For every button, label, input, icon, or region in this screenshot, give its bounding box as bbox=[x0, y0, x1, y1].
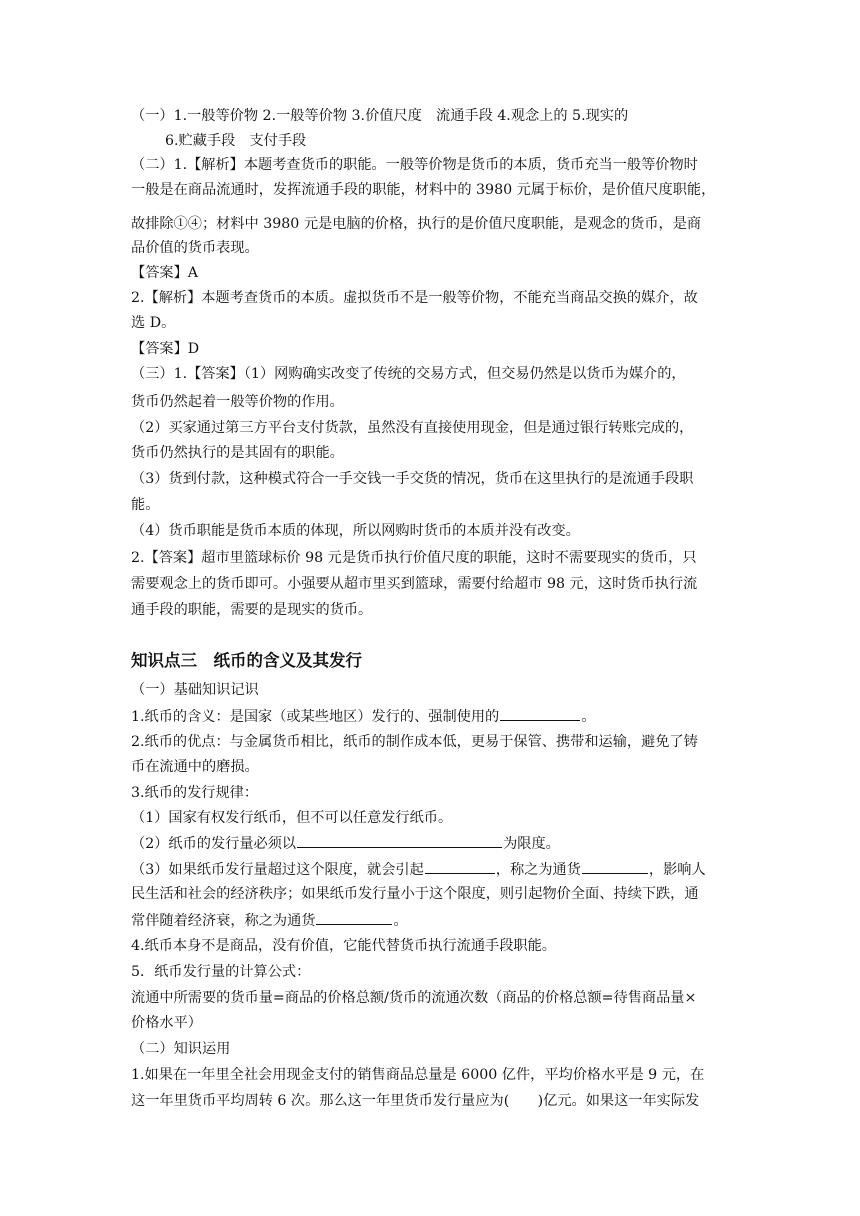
item3-heading: 3.纸币的发行规律： bbox=[131, 785, 259, 801]
subheading-application: （二）知识运用 bbox=[131, 1041, 231, 1057]
question1-line1: 1.如果在一年里全社会用现金支付的销售商品总量是 6000 亿件，平均价格水平是 9 元，在 bbox=[131, 1067, 705, 1083]
formula-line1: 流通中所需要的货币量=商品的价格总额/货币的流通次数（商品的价格总额=待售商品量× bbox=[131, 990, 697, 1006]
answer-part1-line2: 6.贮藏手段 支付手段 bbox=[165, 133, 307, 149]
item3-3-text-b: ，称之为通货 bbox=[495, 862, 581, 878]
answer-part1-line1: （一）1.一般等价物 2.一般等价物 3.价值尺度 流通手段 4.观念上的 5.现实的 bbox=[131, 108, 629, 124]
subheading-basics: （一）基础知识记识 bbox=[131, 682, 259, 698]
answer-part3-q2-line2: 需要观念上的货币即可。小强要从超市里买到篮球，需要付给超市 98 元，这时货币执行流 bbox=[131, 576, 698, 592]
section-heading: 知识点三 纸币的含义及其发行 bbox=[131, 651, 362, 670]
item3-3-text-d: 常伴随着经济衰，称之为通货 bbox=[131, 913, 316, 929]
answer-part3-q1-line6: 能。 bbox=[131, 497, 160, 513]
item3-1: （1）国家有权发行纸币，但不可以任意发行纸币。 bbox=[131, 810, 453, 826]
item2-line1: 2.纸币的优点：与金属货币相比，纸币的制作成本低，更易于保管、携带和运输，避免了铸 bbox=[131, 734, 698, 750]
item2-line2: 币在流通中的磨损。 bbox=[131, 759, 259, 775]
item3-3-line3 bbox=[131, 910, 408, 931]
item3-2 bbox=[131, 833, 560, 854]
question1-line2: 这一年里货币平均周转 6 次。那么这一年里货币发行量应为( )亿元。如果这一年实际发 bbox=[131, 1093, 700, 1109]
fill-blank[interactable] bbox=[316, 910, 392, 925]
answer-part2-q1-line3: 故排除①④；材料中 3980 元是电脑的价格，执行的是价值尺度职能，是观念的货币，是商 bbox=[131, 216, 702, 232]
item1-text: 1.纸币的含义：是国家（或某些地区）发行的、强制使用的 bbox=[131, 709, 500, 725]
answer-part3-q1-line5: （3）货到付款，这种模式符合一手交钱一手交货的情况，货币在这里执行的是流通手段职 bbox=[131, 471, 694, 487]
fill-blank[interactable] bbox=[500, 706, 580, 721]
item3-2-end: 为限度。 bbox=[503, 836, 560, 852]
item4: 4.纸币本身不是商品，没有价值，它能代替货币执行流通手段职能。 bbox=[131, 938, 556, 954]
item1-end: 。 bbox=[581, 709, 596, 725]
answer-part3-q1-line2: 货币仍然起着一般等价物的作用。 bbox=[131, 394, 344, 410]
item1-definition bbox=[131, 706, 595, 727]
fill-blank[interactable] bbox=[297, 833, 502, 848]
formula-line2: 价格水平） bbox=[131, 1015, 202, 1031]
item3-3-text-a: （3）如果纸币发行量超过这个限度，就会引起 bbox=[131, 862, 424, 878]
answer-part3-q2-line1: 2.【答案】超市里篮球标价 98 元是货币执行价值尺度的职能，这时不需要现实的货币，只 bbox=[131, 550, 697, 566]
item3-2-text: （2）纸币的发行量必须以 bbox=[131, 836, 297, 852]
answer-part2-q1-line4: 品价值的货币表现。 bbox=[131, 240, 259, 256]
fill-blank[interactable] bbox=[582, 859, 648, 874]
fill-blank[interactable] bbox=[425, 859, 495, 874]
answer-part2-q2-line2: 选 D。 bbox=[131, 315, 176, 331]
answer-part2-q1-line1: （二）1.【解析】本题考查货币的职能。一般等价物是货币的本质，货币充当一般等价物时 bbox=[131, 157, 698, 173]
answer-part2-q1-answer: 【答案】A bbox=[131, 265, 198, 281]
item3-3-line2: 民生活和社会的经济秩序；如果纸币发行量小于这个限度，则引起物价全面、持续下跌，通 bbox=[131, 886, 699, 902]
answer-part3-q2-line3: 通手段的职能，需要的是现实的货币。 bbox=[131, 602, 373, 618]
item3-3-text-e: 。 bbox=[393, 913, 408, 929]
answer-part3-q1-line3: （2）买家通过第三方平台支付货款，虽然没有直接使用现金，但是通过银行转账完成的， bbox=[131, 420, 694, 436]
item3-3-text-c: ，影响人 bbox=[648, 862, 706, 878]
item3-3-line1 bbox=[131, 859, 706, 880]
answer-part3-q1-line1: （三）1.【答案】（1）网购确实改变了传统的交易方式，但交易仍然是以货币为媒介的， bbox=[131, 366, 686, 382]
answer-part2-q1-line2: 一般是在商品流通时，发挥流通手段的职能，材料中的 3980 元属于标价，是价值尺度职能， bbox=[131, 182, 716, 198]
item5: 5．纸币发行量的计算公式： bbox=[131, 964, 311, 980]
answer-part3-q1-line4: 货币仍然执行的是其固有的职能。 bbox=[131, 445, 344, 461]
answer-part2-q2-answer: 【答案】D bbox=[131, 341, 200, 357]
answer-part3-q1-line7: （4）货币职能是货币本质的体现，所以网购时货币的本质并没有改变。 bbox=[131, 523, 580, 539]
answer-part2-q2-line1: 2.【解析】本题考查货币的本质。虚拟货币不是一般等价物，不能充当商品交换的媒介，故 bbox=[131, 290, 698, 306]
